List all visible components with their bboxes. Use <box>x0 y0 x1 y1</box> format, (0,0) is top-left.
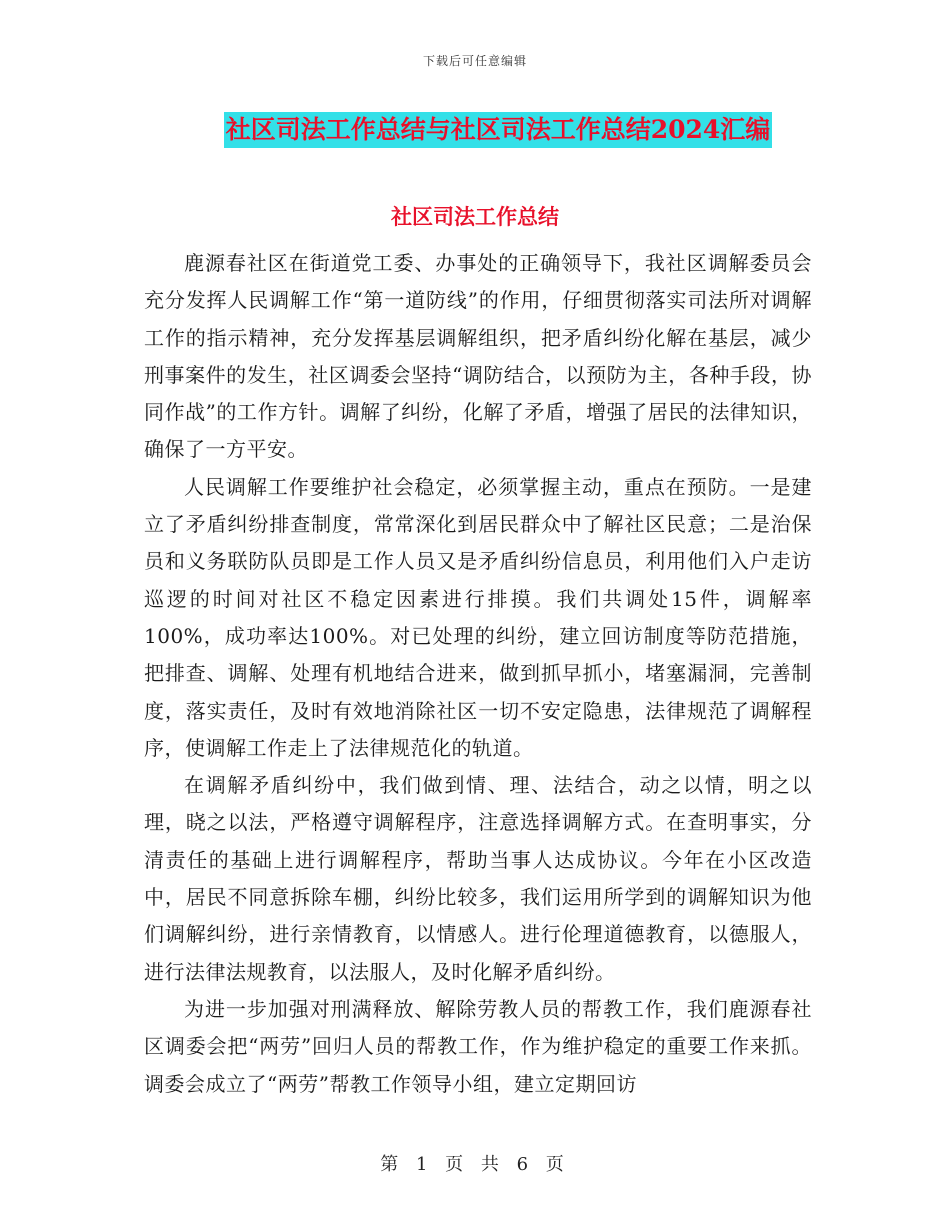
paragraph-3: 在调解矛盾纠纷中，我们做到情、理、法结合，动之以情，明之以理，晓之以法，严格遵守调解程序，注意选择调解方式。在查明事实，分清责任的基础上进行调解程序，帮助当事人达成协议。今年在小区改造中，居民不同意拆除车棚，纠纷比较多，我们运用所学到的调解知识为他们调解纠纷，进行亲情教育，以情感人。进行伦理道德教育，以德服人，进行法律法规教育，以法服人，及时化解矛盾纠纷。 <box>144 773 812 984</box>
paragraph-4: 为进一步加强对刑满释放、解除劳教人员的帮教工作，我们鹿源春社区调委会把“两劳”回归人员的帮教工作，作为维护稳定的重要工作来抓。调委会成立了“两劳”帮教工作领导小组，建立定期回访 <box>144 996 812 1096</box>
header-note: 下载后可任意编辑 <box>422 54 527 68</box>
page-footer: 第 1 页 共 6 页 <box>380 1154 570 1175</box>
document-title: 社区司法工作总结与社区司法工作总结2024汇编 <box>224 112 773 148</box>
section-heading: 社区司法工作总结 <box>391 204 559 229</box>
paragraph-2: 人民调解工作要维护社会稳定，必须掌握主动，重点在预防。一是建立了矛盾纠纷排查制度，常常深化到居民群众中了解社区民意；二是治保员和义务联防队员即是工作人员又是矛盾纠纷信息员，利用他们入户走访巡逻的时间对社区不稳定因素进行排摸。我们共调处15件，调解率100%，成功率达100%。对已处理的纠纷，建立回访制度等防范措施，把排查、调解、处理有机地结合进来，做到抓早抓小，堵塞漏洞，完善制度，落实责任，及时有效地消除社区一切不安定隐患，法律规范了调解程序，使调解工作走上了法律规范化的轨道。 <box>144 474 812 760</box>
paragraph-1: 鹿源春社区在街道党工委、办事处的正确领导下，我社区调解委员会充分发挥人民调解工作“第一道防线”的作用，仔细贯彻落实司法所对调解工作的指示精神，充分发挥基层调解组织，把矛盾纠纷化解在基层，减少刑事案件的发生，社区调委会坚持“调防结合，以预防为主，各种手段，协同作战”的工作方针。调解了纠纷，化解了矛盾，增强了居民的法律知识，确保了一方平安。 <box>144 251 812 462</box>
document-body <box>144 245 812 1103</box>
document-title-wrapper <box>0 112 950 148</box>
